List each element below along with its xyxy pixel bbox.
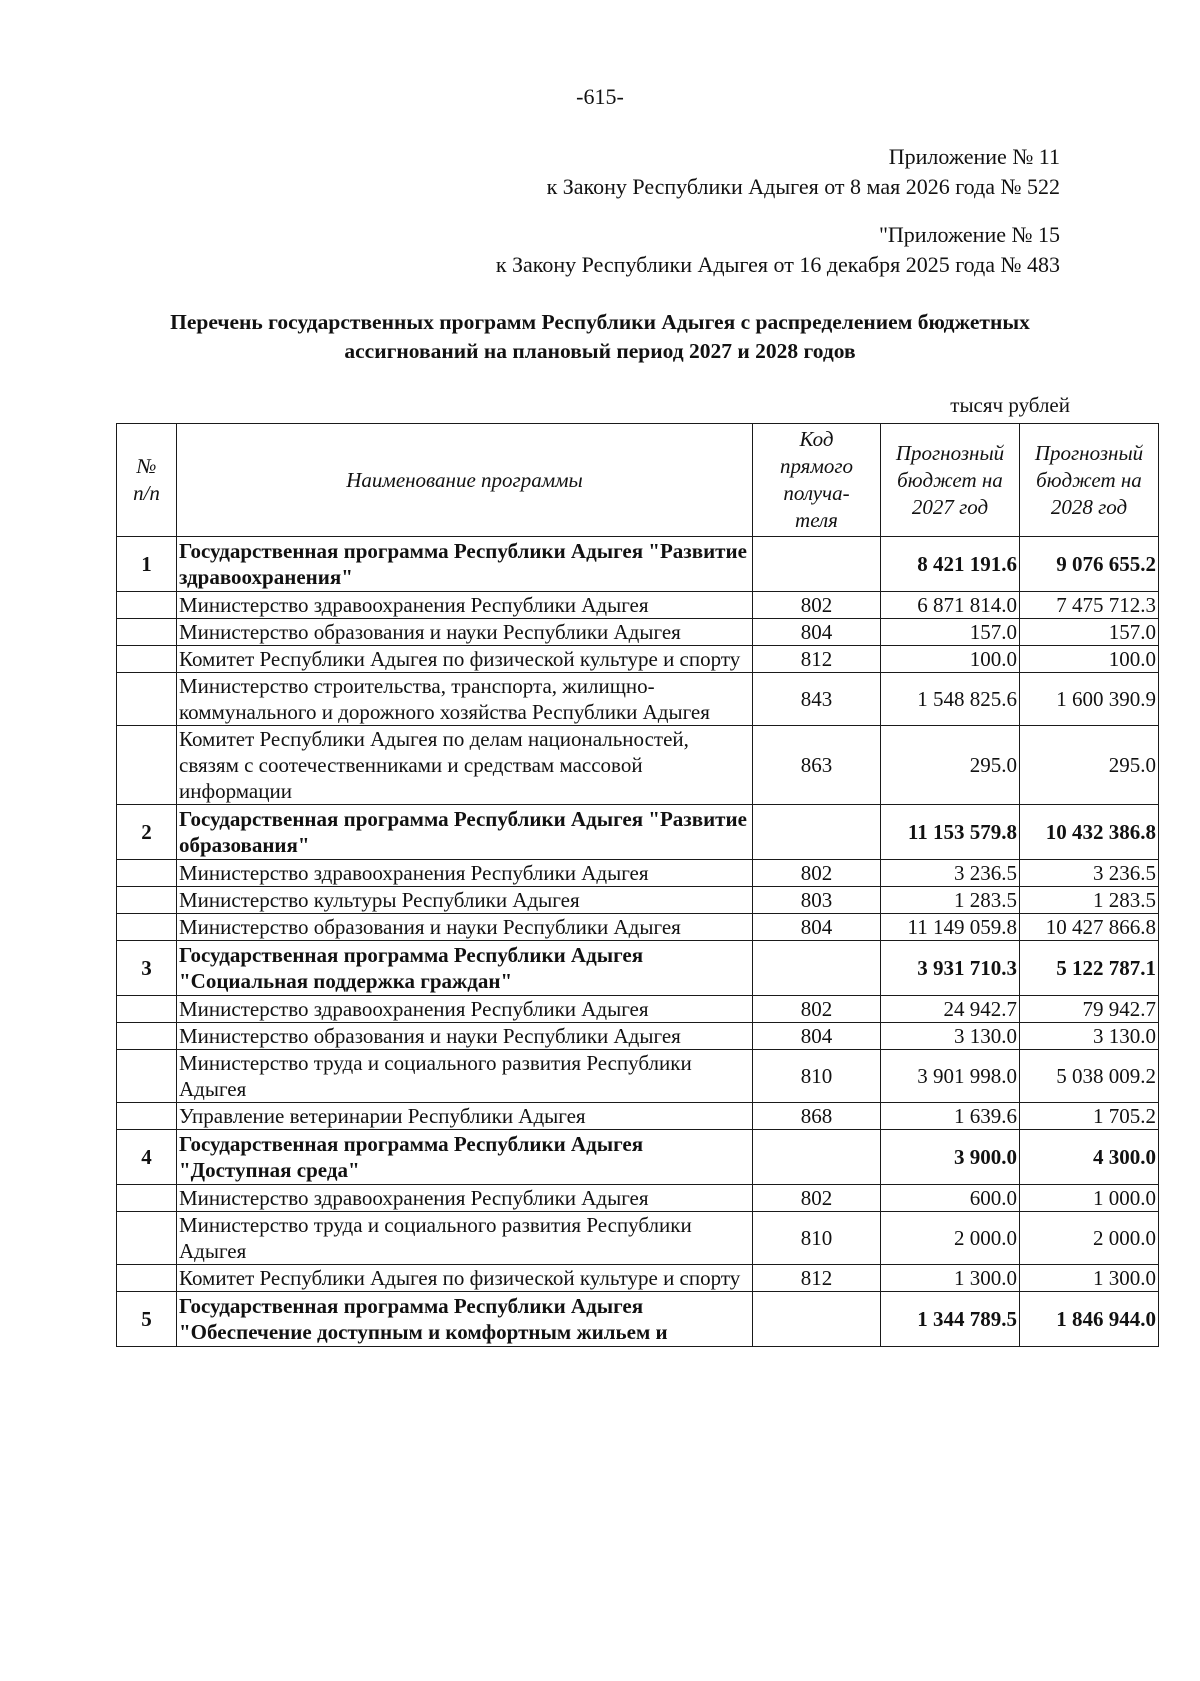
header-number-line-1: №: [136, 454, 157, 478]
cell-budget-2027: 3 130.0: [881, 1023, 1020, 1050]
cell-budget-2027: 24 942.7: [881, 996, 1020, 1023]
cell-budget-2027: 100.0: [881, 646, 1020, 673]
cell-budget-2028: 7 475 712.3: [1020, 592, 1159, 619]
header-number: [117, 424, 177, 537]
cell-recipient-code: [753, 805, 881, 860]
cell-program-name: Государственная программа Республики Адыгея "Развитие здравоохранения": [177, 537, 753, 592]
cell-recipient-code: 804: [753, 619, 881, 646]
cell-recipient-code: 803: [753, 887, 881, 914]
annex-amended-number: "Приложение № 15: [878, 222, 1060, 247]
cell-budget-2028: 295.0: [1020, 726, 1159, 805]
cell-program-name: Комитет Республики Адыгея по физической культуре и спорту: [177, 646, 753, 673]
cell-budget-2028: 1 000.0: [1020, 1185, 1159, 1212]
cell-program-name: Министерство культуры Республики Адыгея: [177, 887, 753, 914]
cell-number: [117, 914, 177, 941]
cell-number: [117, 592, 177, 619]
recipient-row: [117, 1103, 1159, 1130]
header-2028-line-1: Прогнозный: [1034, 440, 1144, 465]
cell-recipient-code: [753, 941, 881, 996]
cell-recipient-code: 804: [753, 1023, 881, 1050]
cell-budget-2028: 3 130.0: [1020, 1023, 1159, 1050]
header-program-name: Наименование программы: [177, 424, 753, 537]
page-number: -615-: [576, 84, 624, 109]
cell-recipient-code: 843: [753, 673, 881, 726]
cell-program-name: Управление ветеринарии Республики Адыгея: [177, 1103, 753, 1130]
cell-number: [117, 1050, 177, 1103]
cell-budget-2027: 3 901 998.0: [881, 1050, 1020, 1103]
program-row: [117, 537, 1159, 592]
cell-budget-2028: 1 846 944.0: [1020, 1292, 1159, 1347]
cell-program-name: Министерство здравоохранения Республики Адыгея: [177, 860, 753, 887]
table-header-row: [117, 424, 1159, 537]
cell-budget-2028: 9 076 655.2: [1020, 537, 1159, 592]
recipient-row: [117, 996, 1159, 1023]
header-number-line-2: п/п: [133, 481, 160, 505]
cell-program-name: Государственная программа Республики Адыгея "Развитие образования": [177, 805, 753, 860]
cell-number: 2: [117, 805, 177, 860]
cell-budget-2027: 1 283.5: [881, 887, 1020, 914]
cell-budget-2027: 1 300.0: [881, 1265, 1020, 1292]
program-row: [117, 941, 1159, 996]
cell-program-name: Государственная программа Республики Адыгея "Социальная поддержка граждан": [177, 941, 753, 996]
header-2027-line-2: бюджет на: [897, 467, 1003, 492]
cell-recipient-code: 812: [753, 1265, 881, 1292]
header-2027-line-1: Прогнозный: [895, 440, 1005, 465]
cell-recipient-code: 863: [753, 726, 881, 805]
cell-program-name: Комитет Республики Адыгея по физической культуре и спорту: [177, 1265, 753, 1292]
cell-program-name: Министерство образования и науки Республики Адыгея: [177, 1023, 753, 1050]
document-title-line-1: Перечень государственных программ Республики Адыгея с распределением бюджетных: [170, 310, 1030, 334]
cell-budget-2027: 1 639.6: [881, 1103, 1020, 1130]
recipient-row: [117, 860, 1159, 887]
cell-recipient-code: [753, 537, 881, 592]
cell-budget-2028: 2 000.0: [1020, 1212, 1159, 1265]
recipient-row: [117, 673, 1159, 726]
annex-amended: [496, 220, 1060, 280]
cell-number: [117, 646, 177, 673]
units-label: тысяч рублей: [950, 393, 1070, 417]
cell-number: [117, 1265, 177, 1292]
header-budget-2027: [881, 424, 1020, 537]
recipient-row: [117, 1185, 1159, 1212]
cell-number: [117, 996, 177, 1023]
cell-recipient-code: 868: [753, 1103, 881, 1130]
cell-budget-2028: 1 600 390.9: [1020, 673, 1159, 726]
cell-budget-2028: 5 122 787.1: [1020, 941, 1159, 996]
table-body: [117, 537, 1159, 1347]
header-code-line-1: Код: [799, 427, 834, 451]
cell-budget-2028: 10 427 866.8: [1020, 914, 1159, 941]
recipient-row: [117, 1050, 1159, 1103]
cell-number: 5: [117, 1292, 177, 1347]
cell-recipient-code: 810: [753, 1212, 881, 1265]
cell-program-name: Министерство образования и науки Республики Адыгея: [177, 914, 753, 941]
header-code-line-4: теля: [795, 508, 838, 532]
cell-program-name: Комитет Республики Адыгея по делам национальностей, связям с соотечественниками и средствам массовой информации: [177, 726, 753, 805]
cell-budget-2027: 8 421 191.6: [881, 537, 1020, 592]
recipient-row: [117, 1265, 1159, 1292]
cell-recipient-code: [753, 1130, 881, 1185]
programs-table: [116, 423, 1159, 1347]
cell-number: [117, 1185, 177, 1212]
cell-budget-2027: 3 900.0: [881, 1130, 1020, 1185]
recipient-row: [117, 1212, 1159, 1265]
cell-number: 1: [117, 537, 177, 592]
recipient-row: [117, 726, 1159, 805]
cell-program-name: Министерство труда и социального развития Республики Адыгея: [177, 1050, 753, 1103]
cell-budget-2027: 3 931 710.3: [881, 941, 1020, 996]
cell-number: [117, 619, 177, 646]
recipient-row: [117, 914, 1159, 941]
recipient-row: [117, 887, 1159, 914]
cell-program-name: Министерство здравоохранения Республики Адыгея: [177, 996, 753, 1023]
recipient-row: [117, 1023, 1159, 1050]
recipient-row: [117, 646, 1159, 673]
header-2028-line-2: бюджет на: [1036, 467, 1142, 492]
annex-current-number: Приложение № 11: [888, 144, 1060, 169]
cell-program-name: Министерство здравоохранения Республики Адыгея: [177, 1185, 753, 1212]
cell-budget-2027: 2 000.0: [881, 1212, 1020, 1265]
cell-program-name: Министерство образования и науки Республики Адыгея: [177, 619, 753, 646]
header-code-line-2: прямого: [779, 454, 854, 478]
cell-budget-2028: 1 283.5: [1020, 887, 1159, 914]
cell-number: [117, 1103, 177, 1130]
cell-budget-2028: 5 038 009.2: [1020, 1050, 1159, 1103]
annex-current-law: к Закону Республики Адыгея от 8 мая 2026 года № 522: [546, 174, 1060, 199]
header-code-line-3: получа-: [783, 481, 850, 505]
cell-budget-2027: 295.0: [881, 726, 1020, 805]
cell-budget-2027: 1 548 825.6: [881, 673, 1020, 726]
cell-recipient-code: 802: [753, 1185, 881, 1212]
cell-budget-2027: 11 153 579.8: [881, 805, 1020, 860]
cell-number: [117, 726, 177, 805]
cell-budget-2027: 11 149 059.8: [881, 914, 1020, 941]
cell-budget-2027: 3 236.5: [881, 860, 1020, 887]
program-row: [117, 1292, 1159, 1347]
cell-budget-2027: 6 871 814.0: [881, 592, 1020, 619]
cell-number: 3: [117, 941, 177, 996]
cell-budget-2027: 157.0: [881, 619, 1020, 646]
cell-recipient-code: [753, 1292, 881, 1347]
cell-budget-2028: 1 705.2: [1020, 1103, 1159, 1130]
cell-recipient-code: 810: [753, 1050, 881, 1103]
cell-program-name: Министерство здравоохранения Республики Адыгея: [177, 592, 753, 619]
cell-budget-2027: 600.0: [881, 1185, 1020, 1212]
recipient-row: [117, 592, 1159, 619]
cell-program-name: Государственная программа Республики Адыгея "Доступная среда": [177, 1130, 753, 1185]
header-recipient-code: [753, 424, 881, 537]
cell-recipient-code: 812: [753, 646, 881, 673]
recipient-row: [117, 619, 1159, 646]
cell-number: 4: [117, 1130, 177, 1185]
program-row: [117, 805, 1159, 860]
header-budget-2028: [1020, 424, 1159, 537]
cell-budget-2028: 100.0: [1020, 646, 1159, 673]
cell-number: [117, 1023, 177, 1050]
cell-program-name: Государственная программа Республики Адыгея "Обеспечение доступным и комфортным жильем и: [177, 1292, 753, 1347]
cell-budget-2028: 10 432 386.8: [1020, 805, 1159, 860]
cell-budget-2028: 157.0: [1020, 619, 1159, 646]
cell-program-name: Министерство труда и социального развития Республики Адыгея: [177, 1212, 753, 1265]
cell-recipient-code: 804: [753, 914, 881, 941]
cell-number: [117, 1212, 177, 1265]
cell-budget-2028: 79 942.7: [1020, 996, 1159, 1023]
cell-budget-2027: 1 344 789.5: [881, 1292, 1020, 1347]
cell-budget-2028: 1 300.0: [1020, 1265, 1159, 1292]
document-title-line-2: ассигнований на плановый период 2027 и 2028 годов: [344, 339, 856, 363]
header-2027-line-3: 2027 год: [911, 494, 989, 519]
cell-budget-2028: 3 236.5: [1020, 860, 1159, 887]
cell-number: [117, 887, 177, 914]
cell-recipient-code: 802: [753, 996, 881, 1023]
header-2028-line-3: 2028 год: [1050, 494, 1128, 519]
annex-current: [547, 142, 1060, 202]
cell-number: [117, 673, 177, 726]
cell-number: [117, 860, 177, 887]
cell-program-name: Министерство строительства, транспорта, жилищно-коммунального и дорожного хозяйства Республики Адыгея: [177, 673, 753, 726]
cell-recipient-code: 802: [753, 592, 881, 619]
program-row: [117, 1130, 1159, 1185]
cell-budget-2028: 4 300.0: [1020, 1130, 1159, 1185]
cell-recipient-code: 802: [753, 860, 881, 887]
annex-amended-law: к Закону Республики Адыгея от 16 декабря 2025 года № 483: [495, 252, 1060, 277]
document-title: [130, 308, 1070, 366]
